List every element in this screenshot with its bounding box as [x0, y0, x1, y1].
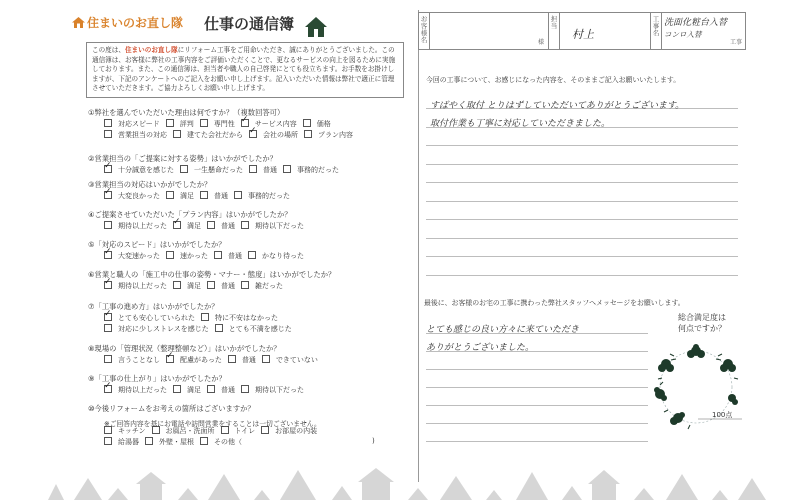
- option-label: 普通: [241, 356, 256, 364]
- ruled-line: [426, 369, 648, 370]
- option-label: 普通: [221, 222, 235, 230]
- option-label: 普通: [228, 252, 242, 260]
- checkbox[interactable]: [104, 119, 112, 127]
- option[interactable]: [173, 131, 243, 139]
- option-label: できていない: [275, 356, 318, 364]
- option[interactable]: [200, 120, 235, 128]
- option[interactable]: [104, 166, 174, 174]
- checked-checkbox[interactable]: [104, 251, 112, 259]
- question-8-options: [104, 355, 324, 365]
- option[interactable]: [166, 252, 208, 260]
- option[interactable]: [241, 386, 304, 394]
- option-label: 雑だった: [255, 282, 283, 290]
- customer-suffix: 様: [537, 39, 544, 46]
- staff-field[interactable]: [560, 13, 651, 49]
- option-label: 対応スピード: [118, 120, 160, 128]
- option-label: 期待以下だった: [255, 222, 304, 230]
- question-2: ②営業担当の「ご提案に対する姿勢」はいかがでしたか？: [88, 154, 277, 163]
- option[interactable]: [249, 166, 277, 174]
- checked-checkbox[interactable]: [104, 281, 112, 289]
- option-label: 満足: [187, 222, 201, 230]
- ruled-line: [426, 238, 738, 239]
- option-label: 会社の場所: [263, 131, 298, 139]
- option-label: トイレ: [234, 427, 256, 435]
- question-2-options: [104, 165, 345, 175]
- work-label: 工事名: [652, 15, 660, 37]
- question-7: ⑦「工事の進め方」はいかがでしたか？: [88, 302, 219, 311]
- checkbox[interactable]: [207, 221, 215, 229]
- option-label: 配慮があった: [180, 356, 222, 364]
- checkbox[interactable]: [173, 385, 181, 393]
- checkbox[interactable]: [200, 437, 208, 445]
- question-9: ⑨「工事の仕上がり」はいかがでしたか？: [88, 374, 226, 383]
- option-label: 特に不安はなかった: [215, 314, 278, 322]
- checkbox[interactable]: [200, 119, 208, 127]
- checkbox[interactable]: [173, 130, 181, 138]
- question-10-options: [104, 437, 248, 447]
- option[interactable]: [201, 314, 278, 322]
- checkbox[interactable]: [180, 165, 188, 173]
- header-table: [418, 12, 746, 50]
- option[interactable]: [283, 166, 339, 174]
- option[interactable]: [180, 166, 243, 174]
- option-label: とても安心していられた: [118, 314, 195, 322]
- checked-checkbox[interactable]: [241, 119, 249, 127]
- checkbox[interactable]: [248, 251, 256, 259]
- question-5-options: [104, 251, 310, 261]
- option[interactable]: [104, 314, 195, 322]
- checkbox[interactable]: [262, 355, 270, 363]
- option[interactable]: [303, 120, 331, 128]
- ruled-line: [426, 219, 738, 220]
- option[interactable]: [221, 427, 256, 435]
- question-9-options: [104, 385, 310, 395]
- option[interactable]: [104, 120, 160, 128]
- staff-label: 担当: [550, 15, 558, 30]
- question-10: ⑩今後リフォームをお考えの箇所はございますか？: [88, 404, 255, 413]
- checkbox[interactable]: [241, 385, 249, 393]
- satisfaction-label: 総合満足度は 何点ですか？: [678, 313, 726, 333]
- option[interactable]: [104, 438, 139, 446]
- ruled-line: [426, 182, 738, 183]
- option[interactable]: [207, 222, 235, 230]
- option-label: 期待以下だった: [255, 386, 304, 394]
- brand-name: 住まいのお直し隊: [87, 16, 184, 30]
- option[interactable]: [215, 325, 292, 333]
- checkbox[interactable]: [249, 165, 257, 173]
- checkbox[interactable]: [104, 130, 112, 138]
- comment-2-line-2: ありがとうございました。: [426, 343, 535, 353]
- option-label: 営業担当の対応: [118, 131, 167, 139]
- option[interactable]: [173, 222, 201, 230]
- checkbox[interactable]: [104, 221, 112, 229]
- column-divider: [418, 10, 419, 482]
- option[interactable]: [234, 192, 290, 200]
- work-suffix: 工事: [729, 39, 742, 46]
- ruled-line: [426, 423, 648, 424]
- option[interactable]: [200, 192, 228, 200]
- page-title: 仕事の通信簿: [204, 15, 295, 33]
- question-5: ⑤「対応のスピード」はいかがでしたか？: [88, 240, 226, 249]
- option-label: 評判: [179, 120, 194, 128]
- option[interactable]: [104, 386, 167, 394]
- option[interactable]: [241, 222, 304, 230]
- customer-label: お客様名: [420, 15, 428, 44]
- option[interactable]: [152, 427, 215, 435]
- option[interactable]: [261, 427, 317, 435]
- house-icon: [72, 17, 85, 28]
- intro-text: この度は、住まいのお直し隊にリフォーム工事をご用命いただき、誠にありがとうございました。この通信簿は、お客様に弊社の工事内容をご評価いただくことで、更なるサービスの向上を図るために実施しております。また、この通信簿は、担当者や職人の自己啓発にとても役立ちます。お手数をお掛けしますが、下記のアンケートへのご記入をお願い申し上げます。記入いただいた情報は弊社で適正に管理させていただきます。ご協力よろしくお願い申し上げます。: [86, 42, 404, 98]
- ruled-line: [426, 201, 738, 202]
- checkbox[interactable]: [207, 385, 215, 393]
- checked-checkbox[interactable]: [173, 221, 181, 229]
- option-label: 満足: [187, 386, 201, 394]
- checkbox[interactable]: [283, 165, 291, 173]
- option-label: 事務的だった: [248, 192, 290, 200]
- option-label: プラン内容: [318, 131, 353, 139]
- checkbox[interactable]: [166, 191, 174, 199]
- question-7-options: [104, 313, 284, 323]
- customer-name-field[interactable]: [430, 13, 549, 49]
- checkbox[interactable]: [145, 437, 153, 445]
- ruled-line: [426, 441, 648, 442]
- q10-note: ※ご回答内容を基にお電話や訪問営業をすることは一切ございません。: [104, 420, 321, 428]
- option[interactable]: [214, 252, 242, 260]
- option[interactable]: [173, 282, 201, 290]
- option[interactable]: [104, 427, 146, 435]
- question-6: ⑥営業と職人の「施工中の仕事の姿勢・マナー・態度」はいかがでしたか？: [88, 270, 336, 279]
- option-label: サービス内容: [254, 120, 297, 128]
- question-8: ⑧現場の「管理状況（整理整頓など）」はいかがでしたか？: [88, 344, 281, 353]
- staff-name: 村上: [572, 28, 594, 41]
- option-label: キッチン: [118, 427, 146, 435]
- option[interactable]: [104, 282, 167, 290]
- checked-checkbox[interactable]: [104, 165, 112, 173]
- comment-prompt-1: 今回の工事について、お感じになった内容を、そのままご記入お願いいたします。: [426, 76, 681, 84]
- option-label: 十分誠意を感じた: [118, 166, 174, 174]
- option[interactable]: [104, 325, 209, 333]
- townscape-decoration: [48, 462, 768, 500]
- checkbox[interactable]: [104, 324, 112, 332]
- comment-1-line-2: 取付作業も丁寧に対応していただきました。: [430, 119, 611, 129]
- option-label: 速かった: [180, 252, 208, 260]
- option[interactable]: [200, 438, 242, 446]
- option[interactable]: [104, 222, 167, 230]
- comment-2-line-1: とても感じの良い方々に来ていただき: [426, 325, 580, 335]
- brand-logo: [72, 14, 183, 31]
- option[interactable]: [173, 386, 201, 394]
- option-label: 普通: [221, 282, 235, 290]
- checkbox[interactable]: [228, 355, 236, 363]
- option[interactable]: [104, 252, 160, 260]
- option-label: 期待以上だった: [118, 386, 167, 394]
- option[interactable]: [228, 356, 256, 364]
- checkbox[interactable]: [234, 191, 242, 199]
- option-label: その他（: [214, 438, 242, 446]
- option[interactable]: [145, 438, 194, 446]
- option[interactable]: [304, 131, 353, 139]
- option-label: お部屋の内装: [275, 427, 318, 435]
- q10-close: ): [372, 437, 375, 445]
- checkbox[interactable]: [166, 251, 174, 259]
- checkbox[interactable]: [166, 119, 174, 127]
- option-label: 満足: [187, 282, 201, 290]
- checkbox[interactable]: [201, 313, 209, 321]
- checked-checkbox[interactable]: [104, 313, 112, 321]
- option[interactable]: [207, 282, 235, 290]
- checkbox[interactable]: [303, 119, 311, 127]
- option[interactable]: [166, 192, 194, 200]
- checkbox[interactable]: [173, 281, 181, 289]
- checked-checkbox[interactable]: [104, 191, 112, 199]
- comment-prompt-2: 最後に、お客様のお宅の工事に携わった弊社スタッフへメッセージをお願いします。: [424, 299, 685, 307]
- option[interactable]: [166, 120, 194, 128]
- question-3-options: [104, 191, 296, 201]
- option-label: 一生懸命だった: [194, 166, 243, 174]
- points-label: 100点: [712, 411, 733, 419]
- question-1: ①弊社を選んでいただいた理由は何ですか？（複数回答可）: [88, 108, 285, 117]
- option-label: 専門性: [213, 120, 235, 128]
- option-label: かなり待った: [262, 252, 304, 260]
- option[interactable]: [104, 131, 167, 139]
- option-label: 期待以上だった: [118, 282, 167, 290]
- option[interactable]: [207, 386, 235, 394]
- option-label: 外壁・屋根: [159, 438, 194, 446]
- ruled-line: [426, 387, 648, 388]
- checked-checkbox[interactable]: [104, 385, 112, 393]
- question-4-options: [104, 221, 310, 231]
- question-1-options: [104, 119, 337, 129]
- option-label: 事務的だった: [297, 166, 339, 174]
- checked-checkbox[interactable]: [249, 130, 257, 138]
- option-label: 価格: [316, 120, 331, 128]
- option[interactable]: [241, 282, 283, 290]
- option-label: 大変速かった: [118, 252, 160, 260]
- work-field[interactable]: [662, 13, 746, 49]
- option-label: お風呂・洗面所: [165, 427, 215, 435]
- work-name-2: コンロ入替: [664, 30, 702, 39]
- checkbox[interactable]: [304, 130, 312, 138]
- house-icon: [304, 16, 328, 38]
- checkbox[interactable]: [241, 221, 249, 229]
- ruled-line: [426, 275, 738, 276]
- option-label: 普通: [214, 192, 228, 200]
- option-label: 給湯器: [118, 438, 139, 446]
- question-1-options: [104, 130, 359, 140]
- checkbox[interactable]: [104, 355, 112, 363]
- option-label: 建てた会社だから: [187, 131, 243, 139]
- work-name-1: 洗面化粧台入替: [664, 18, 728, 28]
- option-label: 言うことなし: [118, 356, 160, 364]
- option[interactable]: [166, 356, 222, 364]
- option[interactable]: [104, 356, 160, 364]
- option[interactable]: [104, 192, 160, 200]
- checkbox[interactable]: [214, 251, 222, 259]
- ruled-line: [426, 145, 738, 146]
- question-6-options: [104, 281, 289, 291]
- checkbox[interactable]: [200, 191, 208, 199]
- checkbox[interactable]: [215, 324, 223, 332]
- checkbox[interactable]: [241, 281, 249, 289]
- option-label: 満足: [180, 192, 194, 200]
- question-7-options: [104, 324, 298, 334]
- question-3: ③営業担当の対応はいかがでしたか？: [88, 180, 212, 189]
- option-label: 対応に少しストレスを感じた: [118, 325, 209, 333]
- option[interactable]: [249, 131, 298, 139]
- checkbox[interactable]: [207, 281, 215, 289]
- checkbox[interactable]: [104, 437, 112, 445]
- checked-checkbox[interactable]: [166, 355, 174, 363]
- ruled-line: [426, 164, 738, 165]
- option[interactable]: [248, 252, 304, 260]
- option-label: 期待以上だった: [118, 222, 167, 230]
- option-label: 大変良かった: [118, 192, 160, 200]
- question-4: ④ご提案させていただいた「プラン内容」はいかがでしたか？: [88, 210, 292, 219]
- ruled-line: [426, 405, 648, 406]
- option-label: 普通: [221, 386, 235, 394]
- option-label: とても不満を感じた: [228, 325, 292, 333]
- option[interactable]: [262, 356, 318, 364]
- option-label: 普通: [263, 166, 277, 174]
- ruled-line: [426, 256, 738, 257]
- comment-1-line-1: すばやく取付 とりはずしていただいてありがとうございます。: [430, 101, 685, 111]
